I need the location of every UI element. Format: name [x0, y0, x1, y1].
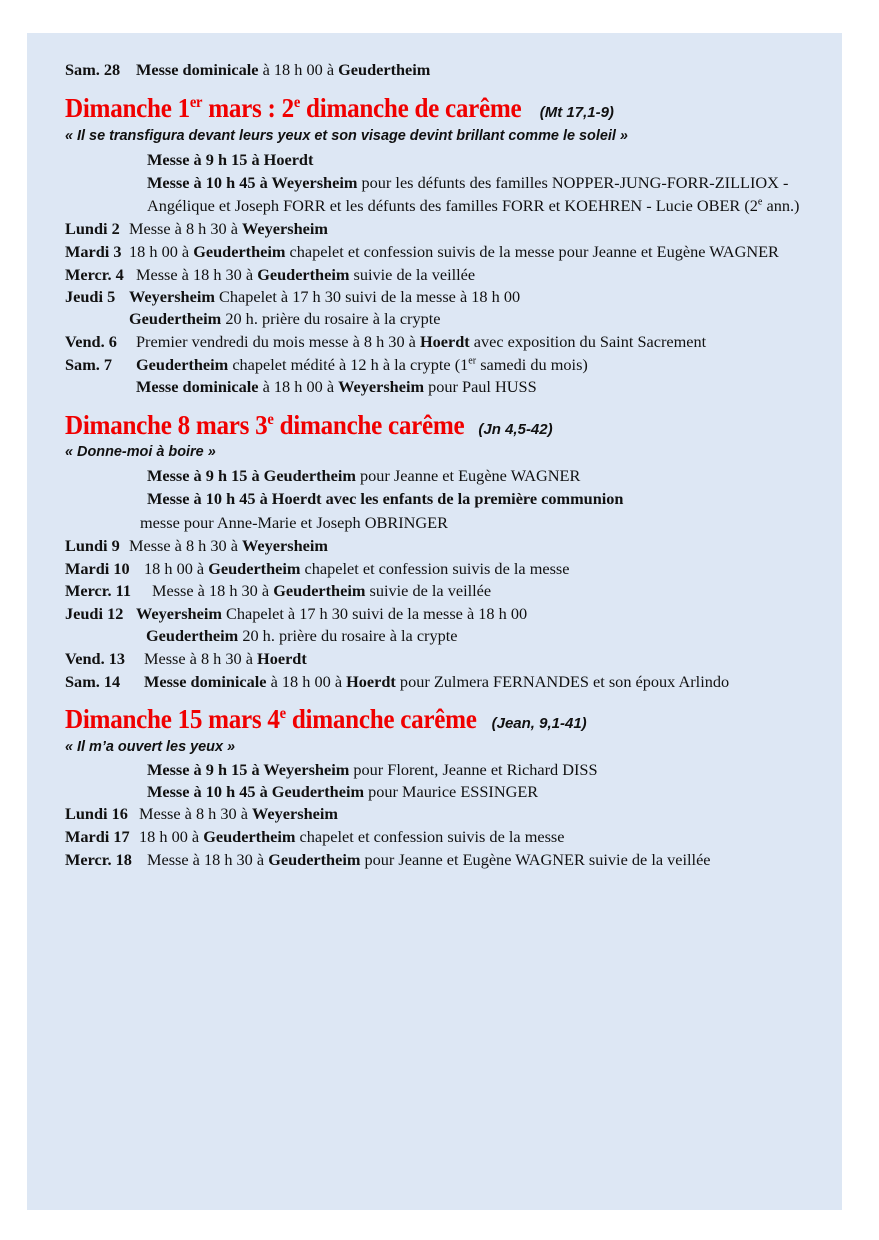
sunday-title-part-a: Dimanche 8 mars 3	[65, 409, 268, 440]
day-label: Jeudi 5	[65, 287, 116, 307]
day-label: Mercr. 11	[65, 581, 132, 601]
schedule-row-sam-7	[65, 354, 820, 398]
scripture-reference: (Jn 4,5-42)	[478, 420, 553, 438]
event-detail: suivie de la veillée	[365, 581, 492, 601]
event-time: à 18 h 00 à	[258, 376, 339, 396]
day-label: Lundi 16	[65, 804, 128, 824]
event-place: Weyersheim	[136, 604, 222, 624]
day-label: Sam. 14	[65, 671, 121, 691]
sunday-quote-3: « Il m’a ouvert les yeux »	[65, 738, 236, 756]
day-label: Vend. 6	[65, 332, 117, 352]
event-detail: Chapelet à 17 h 30 suivi de la messe à 18 h 00	[221, 604, 528, 624]
schedule-row-mercr-4	[65, 264, 820, 286]
schedule-row-mardi-17	[65, 826, 820, 848]
event-detail: pour Paul HUSS	[424, 376, 537, 396]
event-detail: suivie de la veillée	[349, 264, 476, 284]
day-content	[139, 826, 820, 848]
day-label: Sam. 28	[65, 60, 121, 79]
event-detail: chapelet médité à 12 h à la crypte (1	[228, 354, 469, 374]
schedule-row-mardi-10	[65, 558, 820, 580]
event-subline	[136, 603, 820, 625]
event-place: Geudertheim	[257, 264, 350, 284]
event-place: Hoerdt	[419, 332, 470, 352]
sunday-title-sup-b: e	[293, 93, 301, 111]
mass-intention: pour les défunts des familles NOPPER-JUNG-FORR-ZILLIOX - Angélique et Joseph FORR et les défunts des familles FORR et KOEHREN - Lucie OBER (2	[147, 172, 789, 215]
day-content	[152, 580, 820, 602]
event-place: Geudertheim	[273, 581, 366, 601]
sunday-heading-2	[65, 411, 820, 441]
sunday-title	[65, 705, 477, 735]
event-detail: Chapelet à 17 h 30 suivi de la messe à 18 h 00	[214, 287, 521, 307]
event-title: Messe dominicale	[136, 60, 259, 79]
schedule-row-jeudi-5	[65, 286, 820, 330]
sunday-title-part-b: dimanche carême	[273, 409, 465, 440]
schedule-row-lundi-16	[65, 803, 820, 825]
sunday-quote-1: « Il se transfigura devant leurs yeux et son visage devint brillant comme le soleil »	[65, 126, 628, 144]
event-detail: chapelet et confession suivis de la messe	[295, 826, 565, 846]
sunday-heading-1	[65, 94, 820, 124]
day-content	[144, 671, 820, 693]
event-place: Hoerdt	[346, 671, 396, 691]
sunday-quote-2: « Donne-moi à boire »	[65, 443, 216, 461]
sunday-title-part-b: dimanche carême	[285, 704, 477, 735]
event-time: 18 h 00 à	[139, 826, 204, 846]
event-place: Geudertheim	[193, 241, 286, 261]
day-content	[136, 354, 820, 398]
event-subline	[136, 354, 820, 376]
event-detail: pour Zulmera FERNANDES et son époux Arlindo	[395, 671, 730, 691]
event-time: 18 h 00 à	[129, 241, 194, 261]
schedule-row-vend-6	[65, 331, 820, 353]
event-place: Weyersheim	[242, 218, 328, 238]
event-place: Geudertheim	[338, 60, 431, 79]
event-time: à 18 h 00 à	[258, 60, 339, 79]
day-label: Lundi 9	[65, 535, 120, 555]
ordinal-suffix: er	[468, 355, 477, 367]
event-time: Messe à 18 h 30 à	[136, 264, 258, 284]
sunday-title-sup-a: e	[279, 705, 286, 723]
mass-title: Messe à 9 h 15 à Hoerdt	[147, 149, 314, 169]
mass-intention-tail: ann.)	[762, 195, 800, 215]
event-time: Premier vendredi du mois messe à 8 h 30 à	[136, 332, 420, 352]
sunday-mass-block-2	[65, 464, 820, 533]
mass-title: Messe à 10 h 45 à Weyersheim	[147, 172, 358, 192]
event-detail: avec exposition du Saint Sacrement	[469, 332, 707, 352]
event-place: Geudertheim	[129, 309, 222, 329]
event-place: Geudertheim	[136, 354, 229, 374]
mass-line	[147, 487, 820, 510]
event-time: Messe à 8 h 30 à	[139, 804, 253, 824]
event-subline	[136, 625, 820, 647]
day-content	[129, 286, 820, 330]
mass-title: Messe à 9 h 15 à Weyersheim	[147, 760, 350, 780]
event-place: Hoerdt	[257, 648, 307, 668]
schedule-row-mercr-18	[65, 849, 820, 871]
mass-line	[147, 781, 820, 803]
schedule-row-sam-14	[65, 671, 820, 693]
event-place: Geudertheim	[203, 826, 296, 846]
sunday-title-part-a: Dimanche 1	[65, 92, 190, 123]
day-content	[136, 59, 820, 81]
scripture-reference: (Jean, 9,1-41)	[491, 715, 587, 733]
mass-title: Messe à 10 h 45 à Hoerdt avec les enfants de la première communion	[147, 489, 624, 509]
event-detail: pour Jeanne et Eugène WAGNER suivie de la veillée	[360, 849, 711, 869]
mass-line	[147, 171, 820, 217]
scripture-reference: (Mt 17,1-9)	[539, 103, 614, 121]
mass-line	[147, 759, 820, 781]
sunday-title-part-a: Dimanche 15 mars 4	[65, 704, 280, 735]
day-content	[136, 331, 820, 353]
day-content	[129, 218, 820, 240]
day-content	[144, 648, 820, 670]
event-title: Messe dominicale	[136, 376, 259, 396]
mass-intention: pour Jeanne et Eugène WAGNER	[355, 466, 581, 486]
event-subline	[136, 376, 820, 398]
event-time: Messe à 18 h 30 à	[152, 581, 274, 601]
day-content	[144, 558, 820, 580]
mass-title: Messe à 10 h 45 à Geudertheim	[147, 781, 365, 801]
ordinal-suffix: e	[757, 196, 763, 208]
event-place: Weyersheim	[242, 535, 328, 555]
event-place: Weyersheim	[252, 804, 338, 824]
sunday-title	[65, 411, 464, 441]
event-detail: 20 h. prière du rosaire à la crypte	[238, 625, 458, 645]
mass-title: Messe à 9 h 15 à Geudertheim	[147, 466, 356, 486]
day-label: Mardi 10	[65, 558, 130, 578]
day-content	[129, 535, 820, 557]
day-content	[129, 241, 820, 263]
mass-line	[147, 148, 820, 171]
sunday-mass-block-3	[65, 759, 820, 802]
event-place: Geudertheim	[208, 558, 301, 578]
day-content	[136, 603, 820, 647]
mass-line	[147, 464, 820, 487]
day-label: Mardi 17	[65, 826, 130, 846]
schedule-row-sam-28	[65, 59, 820, 81]
mass-intention: pour Florent, Jeanne et Richard DISS	[349, 760, 598, 780]
schedule-row-lundi-2	[65, 218, 820, 240]
mass-line-continuation: messe pour Anne-Marie et Joseph OBRINGER	[140, 512, 448, 532]
sunday-title-sup-a: er	[189, 93, 203, 111]
schedule-row-jeudi-12	[65, 603, 820, 647]
day-label: Mardi 3	[65, 241, 122, 261]
day-label: Mercr. 4	[65, 264, 124, 284]
event-title: Messe dominicale	[144, 671, 267, 691]
event-place: Weyersheim	[338, 376, 425, 396]
event-place: Geudertheim	[268, 849, 361, 869]
event-detail: chapelet et confession suivis de la messe pour Jeanne et Eugène WAGNER	[285, 241, 779, 261]
event-place: Geudertheim	[146, 625, 239, 645]
event-time: Messe à 8 h 30 à	[129, 535, 243, 555]
day-label: Sam. 7	[65, 354, 113, 374]
day-content	[139, 803, 820, 825]
event-detail: 20 h. prière du rosaire à la crypte	[221, 309, 441, 329]
event-place: Weyersheim	[129, 287, 215, 307]
day-content	[136, 264, 820, 286]
event-time: à 18 h 00 à	[266, 671, 347, 691]
schedule-row-mardi-3	[65, 241, 820, 263]
sunday-title-sup-a: e	[267, 410, 274, 428]
sunday-title-part-b: mars : 2	[202, 92, 294, 123]
event-time: Messe à 8 h 30 à	[129, 218, 243, 238]
event-detail-tail: samedi du mois)	[476, 354, 588, 374]
sunday-title-part-c: dimanche de carême	[300, 92, 522, 123]
schedule-row-vend-13	[65, 648, 820, 670]
day-label: Mercr. 18	[65, 849, 132, 869]
day-label: Vend. 13	[65, 648, 126, 668]
event-subline	[129, 286, 820, 308]
mass-intention: pour Maurice ESSINGER	[364, 781, 539, 801]
sunday-mass-block-1	[65, 148, 820, 217]
event-subline	[129, 308, 820, 330]
sunday-heading-3	[65, 705, 820, 735]
schedule-row-lundi-9	[65, 535, 820, 557]
event-time: Messe à 18 h 30 à	[147, 849, 269, 869]
event-time: 18 h 00 à	[144, 558, 209, 578]
parish-schedule-page	[27, 33, 842, 1210]
event-time: Messe à 8 h 30 à	[144, 648, 258, 668]
schedule-row-mercr-11	[65, 580, 820, 602]
day-label: Jeudi 12	[65, 604, 124, 624]
event-detail: chapelet et confession suivis de la messe	[300, 558, 570, 578]
sunday-title	[65, 94, 521, 124]
day-label: Lundi 2	[65, 218, 120, 238]
day-content	[147, 849, 820, 871]
